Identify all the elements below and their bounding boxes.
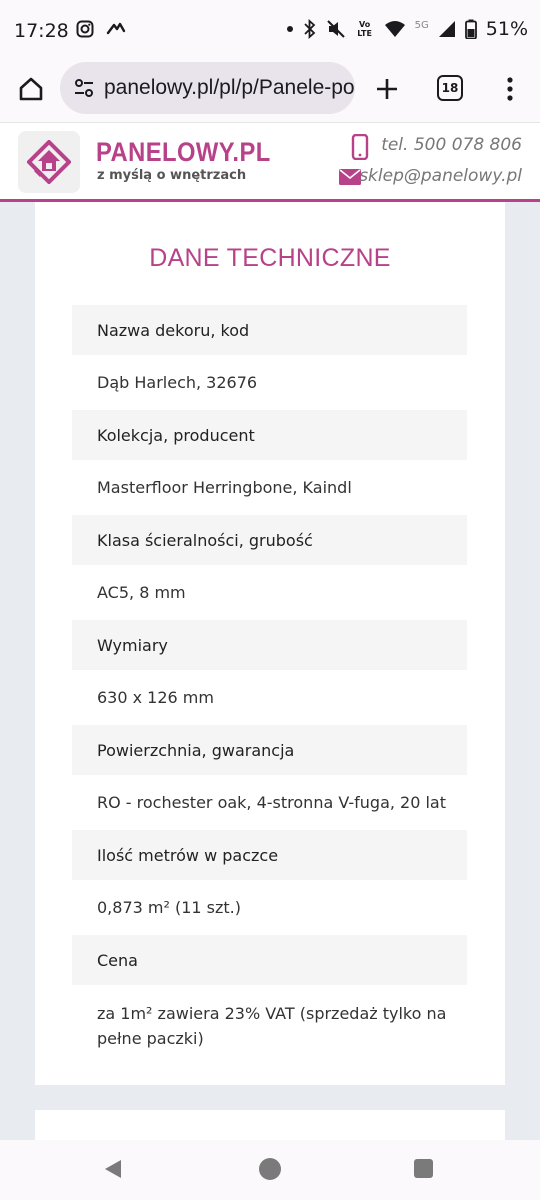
dot-icon [286,25,294,33]
site-settings-icon[interactable] [72,76,96,100]
home-icon [18,76,44,102]
spec-value: 630 x 126 mm [97,688,214,707]
logo-link[interactable] [18,131,80,193]
contact-phone[interactable]: tel. 500 078 806 [381,135,522,155]
logo-title: PANELOWY.PL [96,137,271,167]
address-bar[interactable] [60,62,355,114]
spec-value: 0,873 m² (11 szt.) [97,898,241,917]
spec-label: Cena [72,935,467,985]
recents-icon[interactable] [414,1159,433,1178]
contact-email[interactable]: sklep@panelowy.pl [359,166,522,186]
signal-icon [438,20,456,38]
home-button[interactable] [14,72,48,106]
menu-button[interactable] [498,72,522,106]
tech-data-card [35,202,505,1085]
battery-percent: 51% [485,18,528,40]
browser-toolbar [0,62,540,122]
home-nav-icon[interactable] [259,1158,281,1180]
spec-table [72,305,467,1065]
wifi-icon [384,20,406,38]
spec-value: RO - rochester oak, 4-stronna V-fuga, 20 lat [97,793,447,812]
spec-value: Masterfloor Herringbone, Kaindl [97,478,352,497]
spec-label: Ilość metrów w paczce [72,830,467,880]
spec-label: Nazwa dekoru, kod [72,305,467,355]
logo-tagline: z myślą o wnętrzach [97,168,247,183]
url-text: panelowy.pl/pl/p/Panele-po [104,76,355,99]
mail-icon [339,169,361,189]
status-bar [0,0,540,62]
plus-icon [375,77,399,101]
new-tab-button[interactable] [370,72,404,106]
more-vert-icon [507,77,513,101]
logo-house-icon [27,140,71,184]
bluetooth-icon [303,19,317,39]
spec-value: AC5, 8 mm [97,583,186,602]
volte-icon: Vo LTE [357,20,372,38]
tab-switcher-button[interactable]: 18 [437,75,463,101]
mute-icon [326,19,346,39]
system-nav-bar [0,1140,540,1200]
spec-label: Wymiary [72,620,467,670]
site-header [0,122,540,202]
phone-icon [351,134,369,164]
status-time: 17:28 [14,20,69,42]
battery-icon [465,19,477,39]
spec-value: Dąb Harlech, 32676 [97,373,258,392]
app-notification-icon [106,21,126,37]
spec-label: Kolekcja, producent [72,410,467,460]
instagram-icon [76,20,94,38]
spec-value: za 1m² zawiera 23% VAT (sprzedaż tylko na pełne paczki) [97,1004,447,1048]
back-icon[interactable] [103,1158,123,1184]
spec-label: Powierzchnia, gwarancja [72,725,467,775]
spec-label: Klasa ścieralności, grubość [72,515,467,565]
section-title: DANE TECHNICZNE [149,244,391,272]
network-type: 5G [414,19,429,31]
